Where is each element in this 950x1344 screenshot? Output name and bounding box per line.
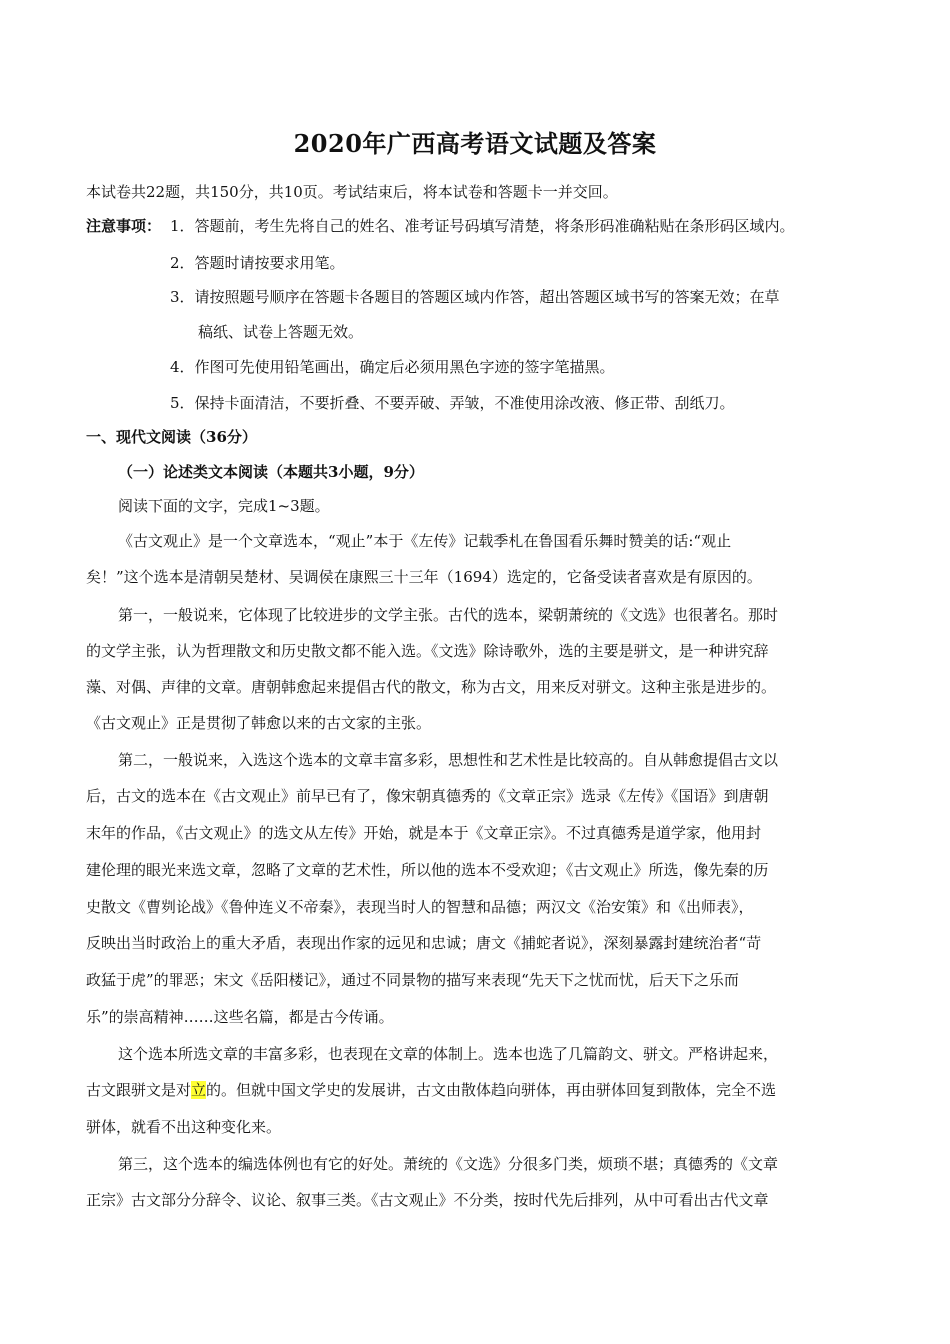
note-item-3: 3．请按照题号顺序在答题卡各题目的答题区域内作答，超出答题区域书写的答案无效；在草 xyxy=(170,288,780,306)
paragraph-line: 史散文《曹刿论战》《鲁仲连义不帝秦》，表现当时人的智慧和品德；两汉文《治安策》和《出师表》， xyxy=(86,898,754,916)
note-item-5: 5．保持卡面清洁，不要折叠、不要弄破、弄皱，不准使用涂改液、修正带、刮纸刀。 xyxy=(170,394,735,412)
text-segment: 古文跟骈文是对 xyxy=(86,1081,192,1099)
paragraph-line: 第一，一般说来，它体现了比较进步的文学主张。古代的选本，梁朝萧统的《文选》也很著名。那时 xyxy=(118,606,779,624)
page-title: 2020年广西高考语文试题及答案 xyxy=(293,129,657,158)
paragraph-line: 的文学主张，认为哲理散文和历史散文都不能入选。《文选》除诗歌外，选的主要是骈文，是一种讲究辞 xyxy=(86,642,769,660)
highlighted-text: 立 xyxy=(191,1081,207,1099)
paragraph-line: 第二，一般说来，入选这个选本的文章丰富多彩，思想性和艺术性是比较高的。自从韩愈提倡古文以 xyxy=(118,751,779,769)
paragraph-line: 末年的作品，《古文观止》的选文从左传》开始，就是本于《文章正宗》。不过真德秀是道学家，他用封 xyxy=(86,824,762,842)
intro-text: 本试卷共22题，共150分，共10页。考试结束后，将本试卷和答题卡一并交回。 xyxy=(86,183,618,201)
note-item-1: 1．答题前，考生先将自己的姓名、准考证号码填写清楚，将条形码准确粘贴在条形码区域内。 xyxy=(170,217,795,235)
paragraph-line: 后，古文的选本在《古文观止》前早已有了，像宋朝真德秀的《文章正宗》选录《左传》《国语》到唐朝 xyxy=(86,787,769,805)
note-item-3-cont: 稿纸、试卷上答题无效。 xyxy=(198,323,364,341)
paragraph-line: 骈体，就看不出这种变化来。 xyxy=(86,1118,282,1136)
paragraph-line: 反映出当时政治上的重大矛盾，表现出作家的远见和忠诚；唐文《捕蛇者说》，深刻暴露封建统治者“苛 xyxy=(86,934,762,952)
section-heading: 一、现代文阅读（36分） xyxy=(86,428,257,446)
paragraph-line: 政猛于虎”的罪恶；宋文《岳阳楼记》，通过不同景物的描写来表现“先天下之忧而忧，后天下之乐而 xyxy=(86,971,739,989)
paragraph-line: 正宗》古文部分分辞令、议论、叙事三类。《古文观止》不分类，按时代先后排列，从中可看出古代文章 xyxy=(86,1191,769,1209)
paragraph-line: 建伦理的眼光来选文章，忽略了文章的艺术性，所以他的选本不受欢迎；《古文观止》所选，像先秦的历 xyxy=(86,861,769,879)
paragraph-line: 《古文观止》正是贯彻了韩愈以来的古文家的主张。 xyxy=(86,714,432,732)
note-item-2: 2．答题时请按要求用笔。 xyxy=(170,254,345,272)
paragraph-line: 这个选本所选文章的丰富多彩，也表现在文章的体制上。选本也选了几篇韵文、骈文。严格讲起来， xyxy=(118,1045,779,1063)
subsection-heading: （一）论述类文本阅读（本题共3小题，9分） xyxy=(118,463,424,481)
paragraph-line: 第三，这个选本的编选体例也有它的好处。萧统的《文选》分很多门类，烦琐不堪；真德秀的《文章 xyxy=(118,1155,779,1173)
note-item-4: 4．作图可先使用铅笔画出，确定后必须用黑色字迹的签字笔描黑。 xyxy=(170,358,615,376)
paragraph-line: 矣！”这个选本是清朝吴楚材、吴调侯在康熙三十三年（1694）选定的，它备受读者喜欢是有原因的。 xyxy=(86,568,762,586)
paragraph-line: 《古文观止》是一个文章选本，“观止”本于《左传》记载季札在鲁国看乐舞时赞美的话:“观止 xyxy=(118,532,732,550)
paragraph-line: 乐”的崇高精神……这些名篇，都是古今传诵。 xyxy=(86,1008,394,1026)
text-segment: 的。但就中国文学史的发展讲，古文由散体趋向骈体，再由骈体回复到散体，完全不选 xyxy=(206,1081,777,1099)
reading-instruction: 阅读下面的文字，完成1~3题。 xyxy=(118,497,330,515)
paragraph-line: 藻、对偶、声律的文章。唐朝韩愈起来提倡古代的散文，称为古文，用来反对骈文。这种主张是进步的。 xyxy=(86,678,777,696)
paragraph-line-highlighted xyxy=(86,1079,776,1101)
notes-label: 注意事项： xyxy=(86,217,162,235)
